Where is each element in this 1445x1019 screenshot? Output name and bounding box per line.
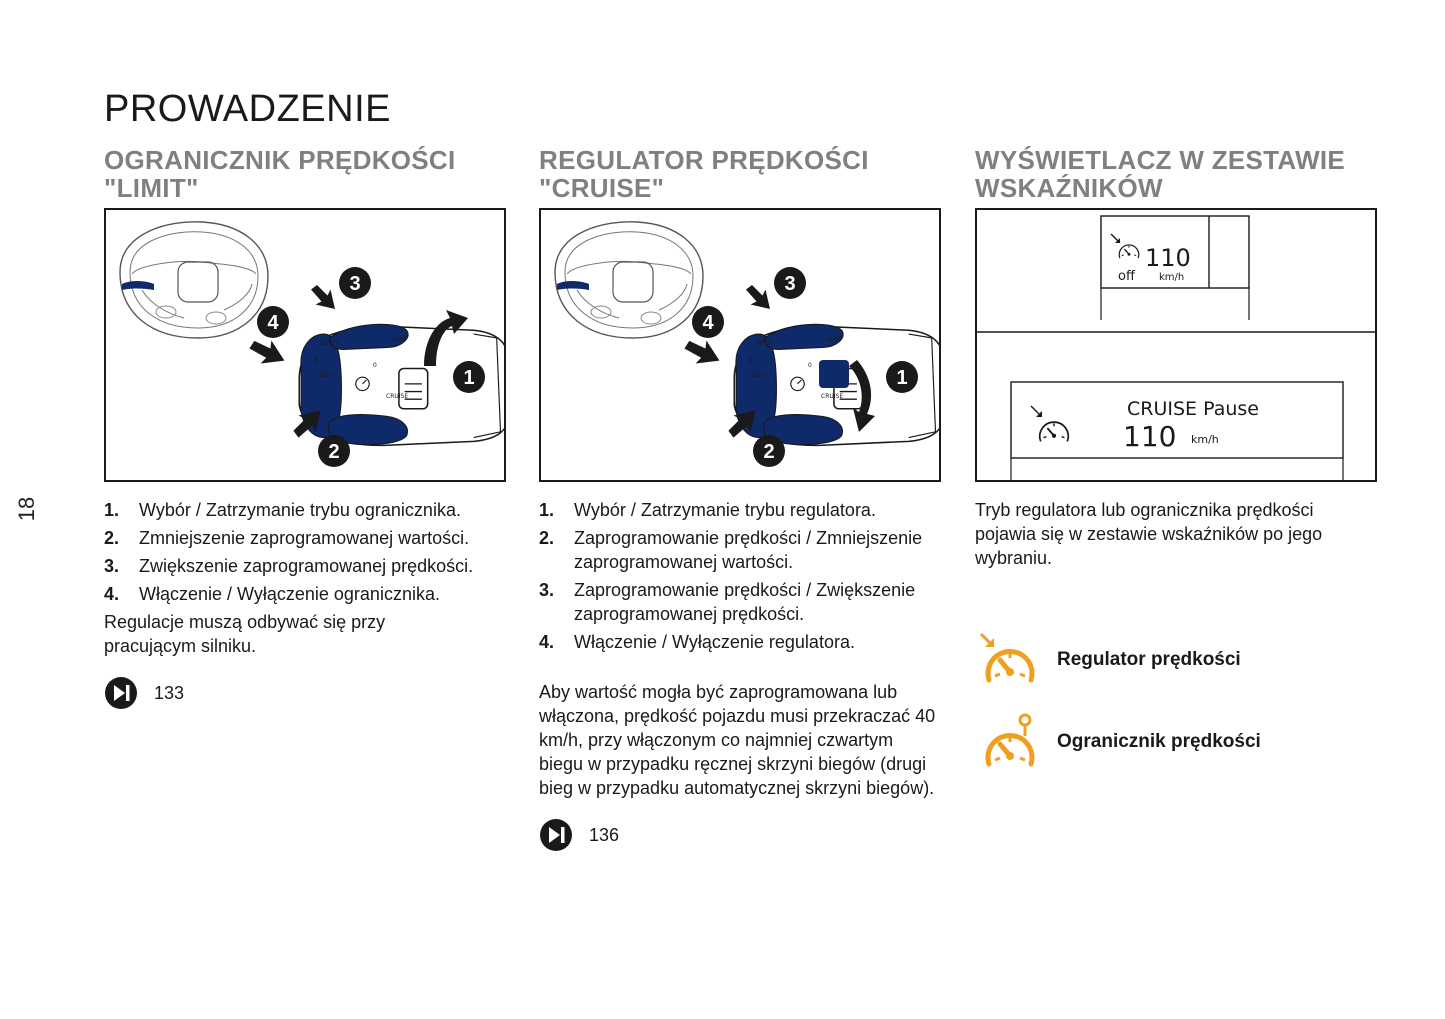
svg-text:3: 3 (349, 273, 361, 295)
limit-section-title: OGRANICZNIK PRĘDKOŚCI "LIMIT" (104, 145, 456, 203)
limit-page-reference[interactable] (104, 676, 506, 710)
bottom-screen-unit: km/h (1191, 433, 1219, 446)
label-set-minus: SET/- (318, 372, 334, 379)
press-arrow-4-icon (683, 334, 720, 371)
svg-text:2: 2 (328, 441, 340, 463)
top-screen-unit: km/h (1159, 272, 1185, 283)
label-cruise: CRUISE (821, 393, 844, 400)
label-zero: 0 (373, 362, 377, 369)
label-limit: LIMIT (826, 336, 842, 343)
bottom-screen-mode: CRUISE Pause (1127, 398, 1259, 420)
legend-item-limiter (975, 712, 1377, 772)
marker-2 (753, 435, 785, 467)
cruise-steps-list (539, 498, 941, 654)
press-arrow-4-icon (248, 334, 285, 371)
reference-page-number: 133 (154, 682, 185, 703)
marker-2 (318, 435, 350, 467)
label-pause: II (314, 357, 318, 364)
bottom-screen-frame (1011, 382, 1343, 458)
bottom-screen-speed: 110 (1123, 420, 1177, 453)
steering-wheel-drawing (120, 222, 268, 338)
list-item: 1. Wybór / Zatrzymanie trybu ogranicznika. (104, 500, 461, 520)
forward-reference-icon (539, 818, 573, 852)
marker-1 (453, 361, 485, 393)
label-set-plus: SET/+ (321, 340, 340, 347)
list-item: 2. Zaprogramowanie prędkości / Zmniejszenie zaprogramowanej wartości. (539, 528, 923, 572)
svg-text:1: 1 (463, 367, 475, 389)
list-item: 3. Zaprogramowanie prędkości / Zwiększenie zaprogramowanej prędkości. (539, 580, 916, 624)
display-section (975, 146, 1377, 794)
top-screen-state: off (1118, 269, 1135, 284)
cruise-section (539, 146, 941, 852)
cruise-control-icon (975, 630, 1039, 690)
display-section-title: WYŚWIETLACZ W ZESTAWIE WSKAŹNIKÓW (975, 145, 1346, 203)
marker-4 (692, 306, 724, 338)
legend-label: Regulator prędkości (1057, 649, 1241, 670)
press-arrow-3-icon (311, 285, 335, 309)
cruise-thumbwheel-highlight (819, 360, 849, 388)
press-arrow-3-icon (746, 285, 770, 309)
svg-text:2: 2 (763, 441, 775, 463)
speed-limiter-icon (975, 712, 1039, 772)
forward-reference-icon (104, 676, 138, 710)
cruise-section-title: REGULATOR PRĘDKOŚCI "CRUISE" (539, 145, 869, 203)
marker-3 (339, 267, 371, 299)
label-limit: LIMIT (391, 336, 407, 343)
top-screen-speed: 110 (1145, 244, 1191, 272)
cruise-note: Aby wartość mogła być zaprogramowana lub włączona, prędkość pojazdu musi przekraczać 40 km/h, przy włączonym co najmniej czwartym biegu w przypadku ręcznej skrzyni biegów (drugi bieg w przypadku automatycznej skrzyni biegów). (539, 682, 936, 798)
svg-text:4: 4 (702, 312, 714, 334)
limit-section (104, 146, 506, 710)
svg-text:4: 4 (267, 312, 279, 334)
label-pause: II (749, 357, 753, 364)
limit-steps-list (104, 498, 506, 606)
page-number: 18 (14, 496, 39, 522)
label-set-minus: SET/- (753, 372, 769, 379)
marker-1 (886, 361, 918, 393)
list-item: 1. Wybór / Zatrzymanie trybu regulatora. (539, 500, 876, 520)
label-set-plus: SET/+ (756, 340, 775, 347)
instrument-cluster-illustration (975, 208, 1377, 482)
legend-label: Ogranicznik prędkości (1057, 731, 1261, 752)
page-title: PROWADZENIE (104, 88, 391, 130)
label-zero: 0 (808, 362, 812, 369)
limit-illustration (104, 208, 506, 482)
cruise-page-reference[interactable] (539, 818, 941, 852)
marker-4 (257, 306, 289, 338)
steering-wheel-drawing (555, 222, 703, 338)
label-cruise: CRUISE (386, 393, 409, 400)
marker-3 (774, 267, 806, 299)
limit-note: Regulacje muszą odbywać się przy pracującym silniku. (104, 612, 386, 656)
display-description: Tryb regulatora lub ogranicznika prędkości pojawia się w zestawie wskaźników po jego wybraniu. (975, 500, 1323, 568)
list-item: 4. Włączenie / Wyłączenie regulatora. (539, 632, 855, 652)
cruise-illustration (539, 208, 941, 482)
list-item: 3. Zwiększenie zaprogramowanej prędkości. (104, 556, 474, 576)
svg-text:1: 1 (896, 367, 908, 389)
list-item: 2. Zmniejszenie zaprogramowanej wartości. (104, 528, 470, 548)
reference-page-number: 136 (589, 824, 620, 845)
list-item: 4. Włączenie / Wyłączenie ogranicznika. (104, 584, 440, 604)
svg-text:3: 3 (784, 273, 796, 295)
legend-item-cruise (975, 630, 1377, 690)
icon-legend (975, 630, 1377, 772)
